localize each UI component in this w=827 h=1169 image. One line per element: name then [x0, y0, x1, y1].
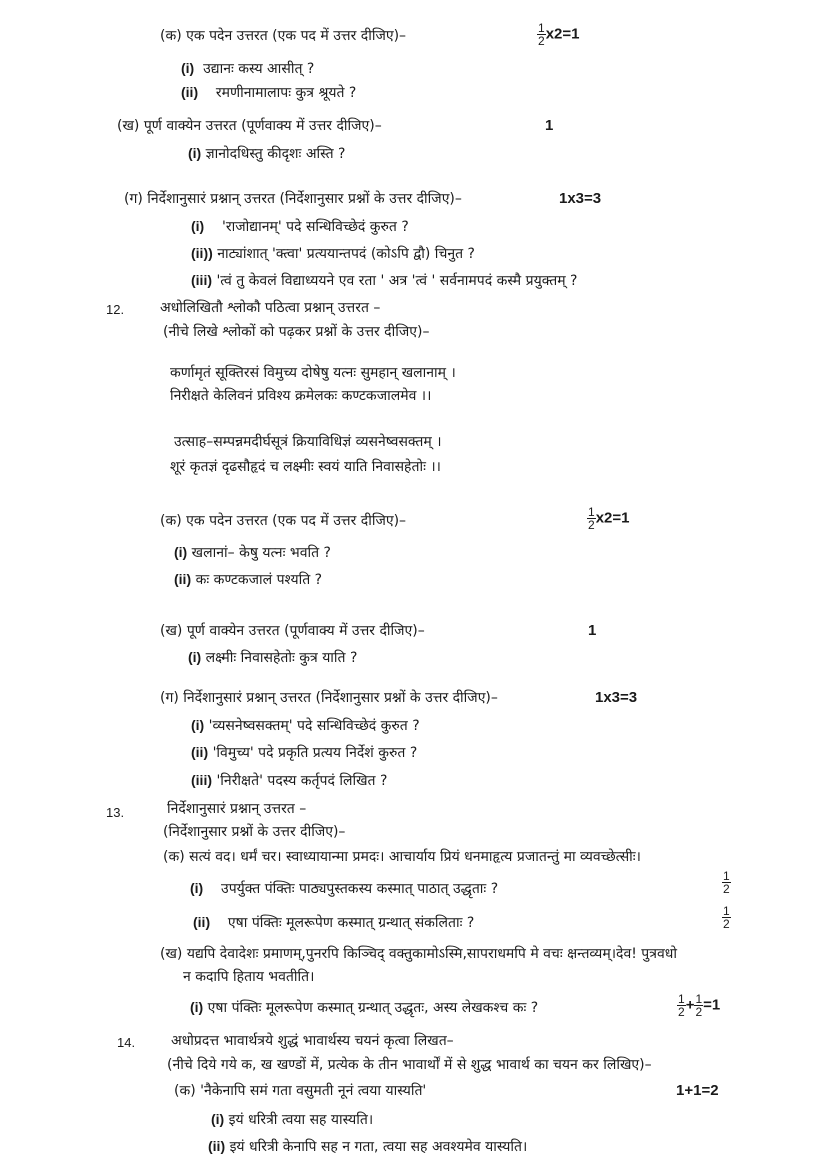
s14-ka-mark: 1+1=2 [676, 1082, 719, 1099]
s13-kha-i: (i) एषा पंक्तिः मूलरूपेण कस्मात् ग्रन्थात् उद्धृतः, अस्य लेखकश्च कः ? [190, 999, 539, 1016]
s11-ga-mark: 1x3=3 [559, 190, 602, 207]
s11-ga-ii: (ii)) नाट्यांशात् 'क्त्वा' प्रत्ययान्तपदं (कोऽपि द्वौ) चिनुत ? [191, 245, 475, 262]
s14-instruction-hindi: (नीचे दिये गये क, ख खण्डों में, प्रत्येक के तीन भावार्थों में से शुद्ध भावार्थ का चयन कर लिखिए)– [167, 1057, 652, 1073]
shloka-2-line-1: उत्साह–सम्पन्नमदीर्घसूत्रं क्रियाविधिज्ञं व्यसनेष्वसक्तम् । [174, 434, 442, 450]
s14-instruction-sanskrit: अधोप्रदत्त भावार्थत्रये शुद्धं भावार्थस्य चयनं कृत्वा लिखत– [171, 1033, 454, 1049]
s11-ka-mark: $\frac{1}{2}$ x2=1 [538, 21, 580, 48]
s11-kha-i: (i) ज्ञानोदधिस्तु कीदृशः अस्ति ? [188, 145, 346, 162]
s12-ka-i: (i) खलानां– केषु यत्नः भवति ? [174, 544, 331, 561]
s13-kha-passage-line-1: (ख) यद्यपि देवादेशः प्रमाणम्,पुनरपि किञ्चिद् वक्तुकामोऽस्मि,सापराधमपि मे वचः क्षन्तव्यम्।देव! पुत्रवधो [160, 946, 678, 962]
half-fraction: $\frac{1}{2}$ [538, 21, 545, 48]
s11-kha-heading: (ख) पूर्ण वाक्येन उत्तरत (पूर्णवाक्य में उत्तर दीजिए)– [117, 118, 382, 134]
s13-ka-i: (i) उपर्युक्त पंक्तिः पाठ्यपुस्तकस्य कस्मात् पाठात् उद्धृताः ? [190, 880, 499, 897]
s13-kha-passage-line-2: न कदापि हिताय भवतीति। [183, 969, 315, 985]
question-number-14: 14. [117, 1035, 136, 1050]
half-fraction: $\frac{1}{2}$ [695, 992, 703, 1019]
s13-ka-ii-mark [722, 905, 731, 930]
s13-instruction-sanskrit: निर्देशानुसारं प्रश्नान् उत्तरत – [167, 801, 307, 817]
s11-ga-i: (i) 'राजोद्यानम्' पदे सन्धिविच्छेदं कुरुत ? [191, 218, 409, 235]
half-fraction: $\frac{1}{2}$ [723, 904, 730, 931]
half-fraction: $\frac{1}{2}$ [588, 505, 595, 532]
s12-ga-i: (i) 'व्यसनेष्वसक्तम्' पदे सन्धिविच्छेदं कुरुत ? [191, 717, 420, 734]
s12-ka-heading: (क) एक पदेन उत्तरत (एक पद में उत्तर दीजिए)– [160, 513, 407, 529]
shloka-1-line-2: निरीक्षते केलिवनं प्रविश्य क्रमेलकः कण्टकजालमेव ।। [170, 388, 432, 404]
s11-kha-mark: 1 [545, 117, 554, 134]
s12-kha-i: (i) लक्ष्मीः निवासहेतोः कुत्र याति ? [188, 649, 358, 666]
s11-ga-iii: (iii) 'त्वं तु केवलं विद्याध्ययने एव रता ' अत्र 'त्वं ' सर्वनामपदं कस्मै प्रयुक्तम् ? [191, 272, 578, 289]
s11-ka-i: (i) उद्यानः कस्य आसीत् ? [181, 60, 315, 77]
s12-kha-mark: 1 [588, 622, 597, 639]
question-number-12: 12. [106, 302, 125, 317]
s12-ka-mark: $\frac{1}{2}$ x2=1 [588, 505, 630, 532]
s11-ga-heading: (ग) निर्देशानुसारं प्रश्नान् उत्तरत (निर्देशानुसार प्रश्नों के उत्तर दीजिए)– [124, 191, 462, 207]
s12-instruction-sanskrit: अधोलिखितौ श्लोकौ पठित्वा प्रश्नान् उत्तरत – [160, 300, 381, 316]
s12-ga-mark: 1x3=3 [595, 689, 638, 706]
s12-ga-heading: (ग) निर्देशानुसारं प्रश्नान् उत्तरत (निर्देशानुसार प्रश्नों के उत्तर दीजिए)– [160, 690, 498, 706]
s14-ka-i: (i) इयं धरित्री त्वया सह यास्यति। [211, 1111, 374, 1128]
s12-kha-heading: (ख) पूर्ण वाक्येन उत्तरत (पूर्णवाक्य में उत्तर दीजिए)– [160, 623, 425, 639]
s12-ga-iii: (iii) 'निरीक्षते' पदस्य कर्तृपदं लिखित ? [191, 772, 388, 789]
shloka-1-line-1: कर्णामृतं सूक्तिरसं विमुच्य दोषेषु यत्नः सुमहान् खलानाम् । [170, 365, 456, 381]
question-number-13: 13. [106, 805, 125, 820]
s14-ka-heading: (क) 'नैकेनापि समं गता वसुमती नूनं त्वया यास्यति' [174, 1083, 427, 1099]
half-fraction: $\frac{1}{2}$ [678, 992, 685, 1019]
s11-ka-heading: (क) एक पदेन उत्तरत (एक पद में उत्तर दीजिए)– [160, 28, 407, 44]
s13-ka-passage: (क) सत्यं वद। धर्मं चर। स्वाध्यायान्मा प्रमदः। आचार्याय प्रियं धनमाहृत्य प्रजातन्तुं मा व्यवच्छेत्सीः। [163, 849, 641, 865]
s13-instruction-hindi: (निर्देशानुसार प्रश्नों के उत्तर दीजिए)– [163, 824, 346, 840]
s14-ka-ii: (ii) इयं धरित्री केनापि सह न गता, त्वया सह अवश्यमेव यास्यति। [208, 1138, 528, 1155]
s12-ga-ii: (ii) 'विमुच्य' पदे प्रकृति प्रत्यय निर्देशं कुरुत ? [191, 744, 418, 761]
half-fraction: $\frac{1}{2}$ [723, 869, 730, 896]
s12-instruction-hindi: (नीचे लिखे श्लोकों को पढ़कर प्रश्नों के उत्तर दीजिए)– [163, 324, 430, 340]
shloka-2-line-2: शूरं कृतज्ञं दृढसौहृदं च लक्ष्मीः स्वयं याति निवासहेतोः ।। [170, 459, 441, 475]
s11-ka-ii: (ii) रमणीनामालापः कुत्र श्रूयते ? [181, 84, 357, 101]
s13-ka-ii: (ii) एषा पंक्तिः मूलरूपेण कस्मात् ग्रन्थात् संकलिताः ? [193, 914, 475, 931]
s13-ka-i-mark [722, 870, 731, 895]
s13-kha-i-mark: $\frac{1}{2}$ + $\frac{1}{2}$ =1 [678, 992, 721, 1019]
s12-ka-ii: (ii) कः कण्टकजालं पश्यति ? [174, 571, 323, 588]
